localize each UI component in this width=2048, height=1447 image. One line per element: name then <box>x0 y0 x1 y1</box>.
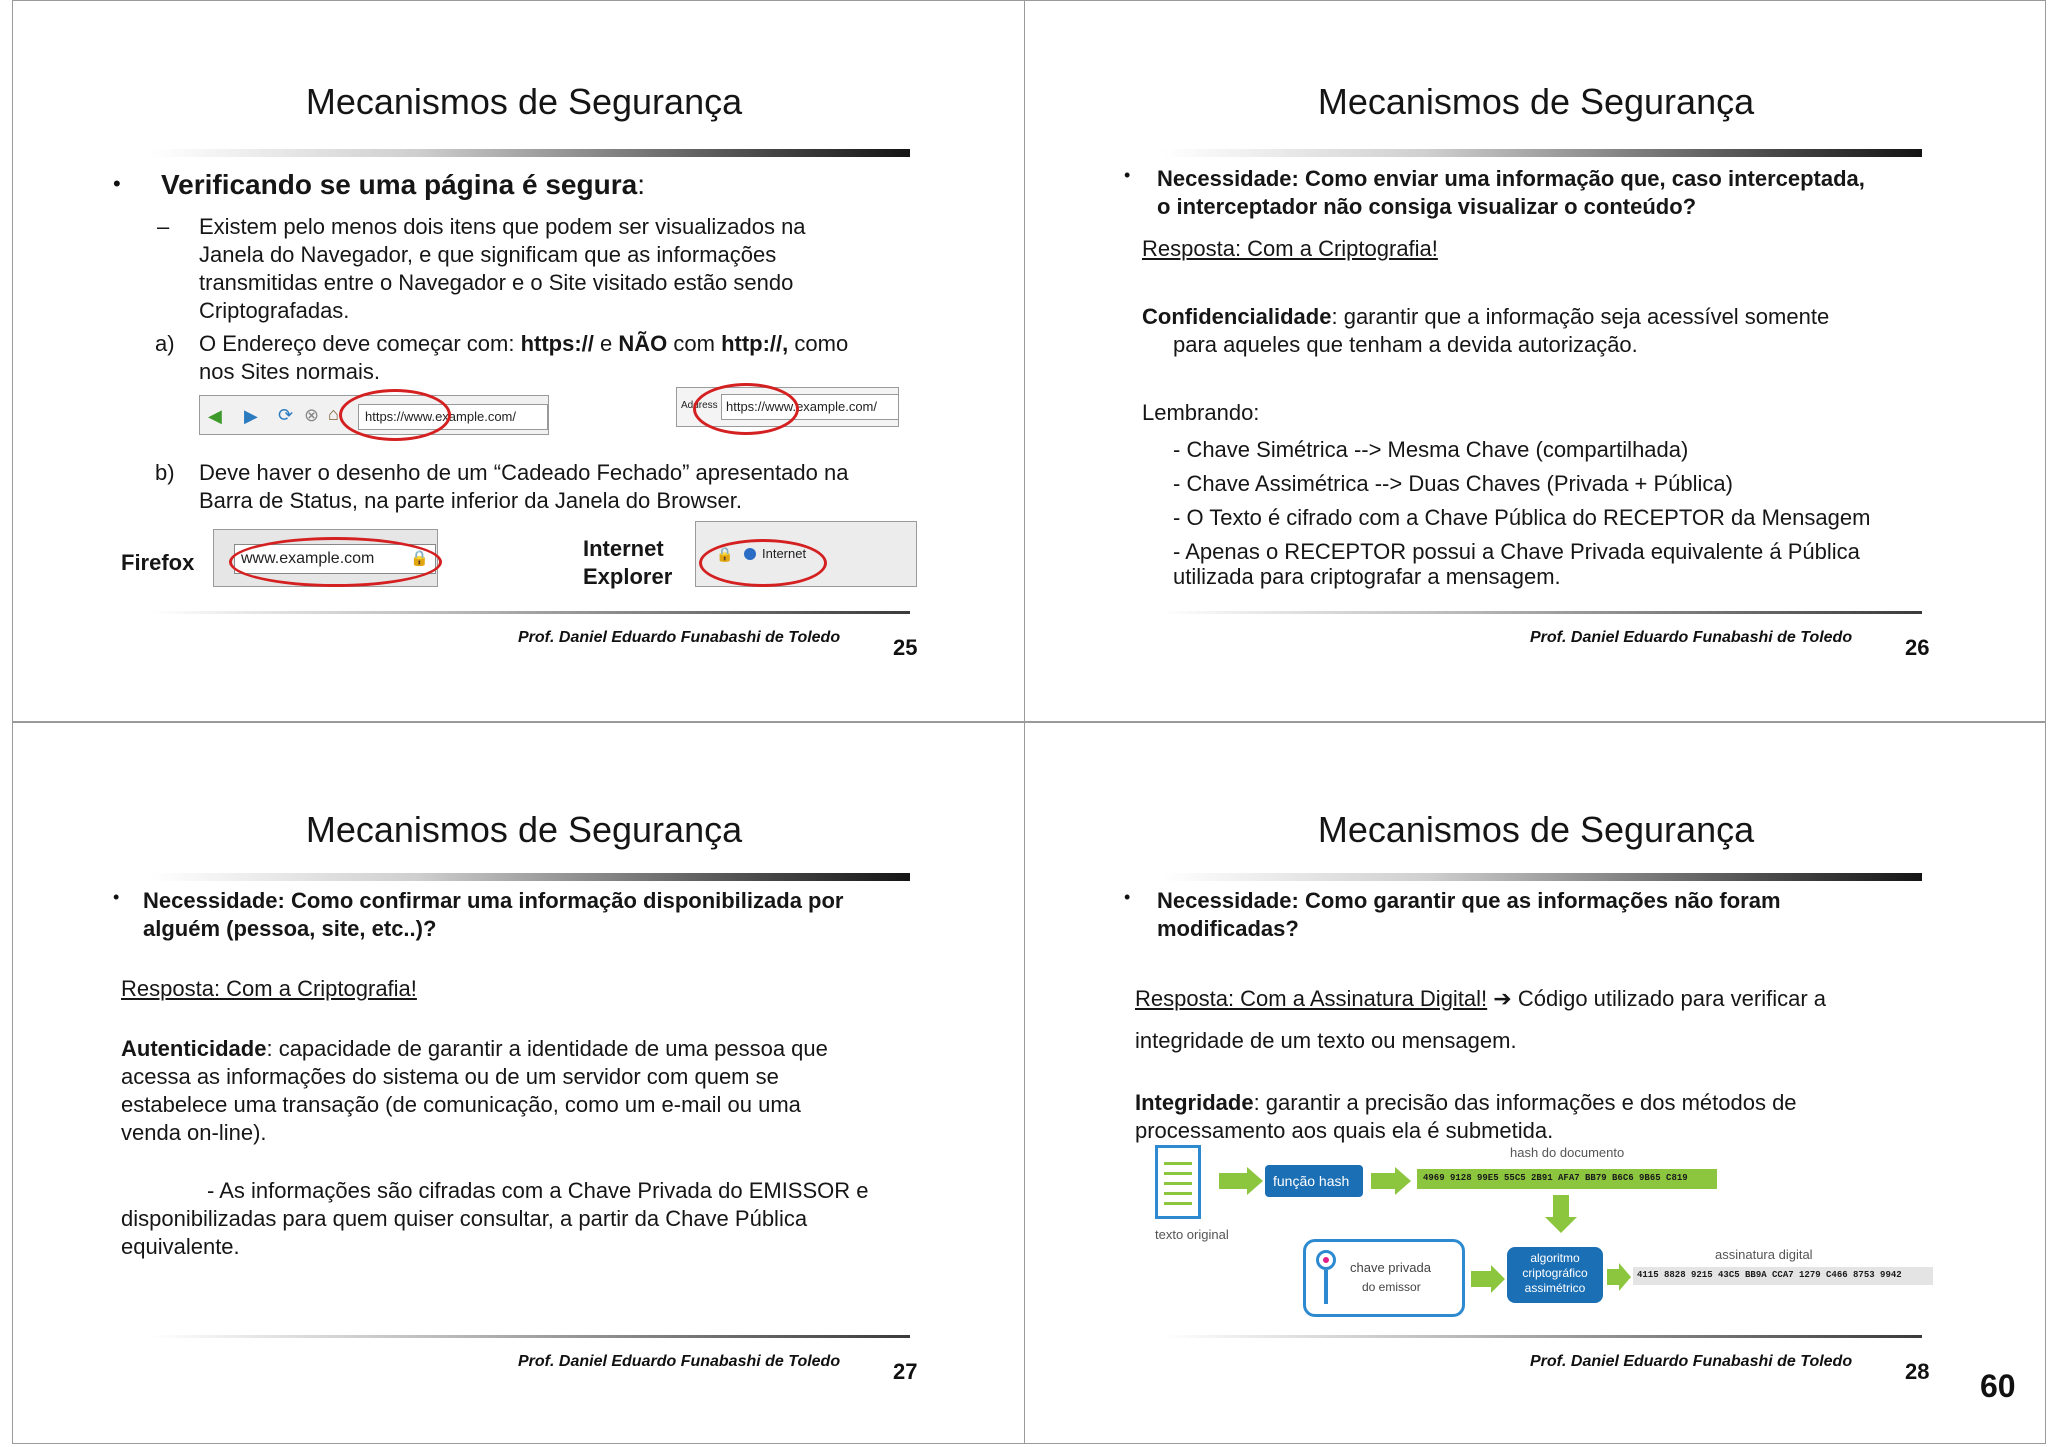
aut-line: : capacidade de garantir a identidade de uma pessoa que <box>266 1036 828 1061</box>
arrow-head-icon <box>1395 1167 1411 1195</box>
answer-rest: Código utilizado para verificar a <box>1517 986 1827 1011</box>
stop-icon: ⊗ <box>304 405 320 425</box>
address-label: Address <box>681 400 718 411</box>
question-line: Necessidade: Como garantir que as informações não foram <box>1157 888 1781 913</box>
question <box>1157 165 1865 221</box>
heading <box>161 167 645 203</box>
ie-label-line: Explorer <box>583 564 673 589</box>
slide-28 <box>1024 722 2046 1444</box>
footer-rule <box>1162 1335 1922 1338</box>
question-line: Necessidade: Como confirmar uma informação disponibilizada por <box>143 888 844 913</box>
arrow-head-icon <box>1545 1217 1577 1233</box>
item-b-label: b) <box>155 460 175 485</box>
footer-rule <box>150 1335 910 1338</box>
key-shaft <box>1324 1270 1328 1304</box>
red-highlight-ring <box>699 539 827 587</box>
para-line: Janela do Navegador, e que significam que as informações <box>199 242 777 267</box>
bullet-dot: • <box>113 171 121 196</box>
lock-icon: 🔒 <box>410 550 429 567</box>
question-line: o interceptador não consiga visualizar o conteúdo? <box>1157 194 1697 219</box>
arrow-icon <box>1471 1271 1493 1287</box>
info-line: equivalente. <box>121 1234 240 1259</box>
footer-author: Prof. Daniel Eduardo Funabashi de Toledo <box>518 629 841 646</box>
title-rule <box>150 873 910 881</box>
algo-line: assimétrico <box>1524 1281 1586 1295</box>
heading-colon: : <box>637 169 645 200</box>
ie-status-text: Internet <box>762 546 807 561</box>
arrow-head-icon <box>1247 1167 1263 1195</box>
conf-text: : garantir que a informação seja acessível somente <box>1331 304 1830 329</box>
para-line: Criptografadas. <box>199 298 350 323</box>
slide-title: Mecanismos de Segurança <box>1317 809 1755 850</box>
bullet-dot: • <box>113 887 120 907</box>
para-block <box>199 213 806 325</box>
slide-number: 26 <box>1905 635 1930 660</box>
title-rule <box>150 149 910 157</box>
back-arrow-icon: ◀ <box>208 406 222 426</box>
slide-number: 27 <box>893 1359 918 1384</box>
b-line1: Deve haver o desenho de um “Cadeado Fechado” apresentado na <box>199 460 849 485</box>
assinatura-value-box <box>1633 1267 1933 1285</box>
footer-author: Prof. Daniel Eduardo Funabashi de Toledo <box>1530 1353 1853 1370</box>
slide-title: Mecanismos de Segurança <box>305 809 743 850</box>
red-highlight-ring <box>229 537 442 587</box>
chave-privada-label: chave privada <box>1350 1260 1431 1275</box>
aut-line: acessa as informações do sistema ou de um servidor com quem se <box>121 1064 779 1089</box>
answer: Resposta: Com a Criptografia! <box>1142 236 1438 261</box>
texto-original-label: texto original <box>1155 1227 1229 1242</box>
url-text: https://www.example.com/ <box>726 399 877 414</box>
title-rule <box>1162 149 1922 157</box>
integridade <box>1135 1089 1797 1145</box>
footer-rule <box>150 611 910 614</box>
footer-author: Prof. Daniel Eduardo Funabashi de Toledo <box>1530 629 1853 646</box>
heading-text: Verificando se uma página é segura <box>161 169 638 200</box>
arrow-head-icon <box>1491 1265 1505 1293</box>
answer-line2: integridade de um texto ou mensagem. <box>1135 1028 1517 1053</box>
signature-diagram <box>1135 1143 1955 1329</box>
key-list <box>1173 433 1870 569</box>
lembrando: Lembrando: <box>1142 400 1260 425</box>
bullet-dot: • <box>1124 887 1131 907</box>
url-text: https://www.example.com/ <box>365 409 516 424</box>
footer-rule <box>1162 611 1922 614</box>
int-text: : garantir a precisão das informações e dos métodos de <box>1253 1090 1797 1115</box>
footer-author: Prof. Daniel Eduardo Funabashi de Toledo <box>518 1353 841 1370</box>
answer: Resposta: Com a Criptografia! <box>121 976 417 1001</box>
a-http: http://, <box>721 331 789 356</box>
lock-icon: 🔒 <box>716 546 734 562</box>
item-a-label: a) <box>155 331 175 356</box>
question-line: Necessidade: Como enviar uma informação que, caso interceptada, <box>1157 166 1865 191</box>
chave-privada-box <box>1303 1239 1465 1317</box>
hash-value: 4969 9128 99E5 55C5 2B91 AFA7 BB79 B6C6 9B65 C819 <box>1423 1173 1688 1183</box>
hash-value-box <box>1417 1169 1717 1189</box>
b-line2: Barra de Status, na parte inferior da Janela do Browser. <box>199 488 742 513</box>
a-pre: O Endereço deve começar com: <box>199 331 521 356</box>
algoritmo-box <box>1507 1247 1603 1303</box>
slide-title: Mecanismos de Segurança <box>1317 81 1755 122</box>
item-a <box>199 330 848 386</box>
funcao-hash-label: função hash <box>1273 1173 1350 1189</box>
status-url: www.example.com <box>241 550 375 567</box>
key-icon <box>1316 1250 1336 1270</box>
int-label: Integridade <box>1135 1090 1254 1115</box>
slide-26 <box>1024 0 2046 722</box>
red-highlight-ring <box>693 383 799 435</box>
slide-title: Mecanismos de Segurança <box>305 81 743 122</box>
answer <box>1135 985 1826 1013</box>
aut-line: venda on-line). <box>121 1120 267 1145</box>
forward-arrow-icon: ▶ <box>244 406 258 426</box>
dash-marker: – <box>157 214 170 239</box>
list-item-continued: utilizada para criptografar a mensagem. <box>1173 564 1561 589</box>
list-item: - O Texto é cifrado com a Chave Pública do RECEPTOR da Mensagem <box>1173 505 1871 530</box>
aut-line: estabelece uma transação (de comunicação, como um e-mail ou uma <box>121 1092 801 1117</box>
assinatura-label: assinatura digital <box>1715 1247 1813 1262</box>
red-highlight-ring <box>339 389 451 441</box>
para-line: transmitidas entre o Navegador e o Site visitado estão sendo <box>199 270 794 295</box>
info-line: disponibilizadas para quem quiser consultar, a partir da Chave Pública <box>121 1206 808 1231</box>
reload-icon: ⟳ <box>278 405 294 425</box>
assinatura-value: 4115 8828 9215 43C5 BB9A CCA7 1279 C466 8753 9942 <box>1637 1270 1902 1280</box>
hash-doc-label: hash do documento <box>1510 1145 1625 1160</box>
question-line: alguém (pessoa, site, etc..)? <box>143 916 437 941</box>
arrow-icon: ➔ <box>1487 986 1518 1011</box>
info-block <box>121 1177 869 1261</box>
question <box>143 887 843 943</box>
arrow-icon <box>1219 1173 1249 1189</box>
list-item: - Apenas o RECEPTOR possui a Chave Privada equivalente á Pública <box>1173 539 1860 564</box>
algo-line: criptográfico <box>1522 1266 1588 1280</box>
firefox-label: Firefox <box>121 550 195 575</box>
title-rule <box>1162 873 1922 881</box>
document-icon <box>1155 1145 1201 1219</box>
conf-label: Confidencialidade <box>1142 304 1332 329</box>
confidencialidade <box>1142 303 1829 359</box>
slide-27 <box>12 722 1034 1444</box>
ie-label <box>583 535 672 591</box>
a-com: com <box>667 331 722 356</box>
arrow-icon <box>1553 1195 1569 1219</box>
answer-text: Resposta: Com a Assinatura Digital! <box>1135 986 1488 1011</box>
slide-number: 25 <box>893 635 918 660</box>
int-text2: processamento aos quais ela é submetida. <box>1135 1118 1554 1143</box>
slide-25 <box>12 0 1034 722</box>
item-b <box>199 459 848 515</box>
slide-number: 28 <box>1905 1359 1930 1384</box>
arrow-head-icon <box>1619 1263 1631 1291</box>
arrow-icon <box>1371 1173 1397 1189</box>
list-item: - Chave Assimétrica --> Duas Chaves (Privada + Pública) <box>1173 471 1733 496</box>
para-line: Existem pelo menos dois itens que podem ser visualizados na <box>199 214 806 239</box>
chave-privada-label2: do emissor <box>1362 1280 1421 1294</box>
autenticidade <box>121 1035 828 1147</box>
question-line: modificadas? <box>1157 916 1299 941</box>
algo-line: algoritmo <box>1530 1251 1580 1265</box>
aut-label: Autenticidade <box>121 1036 267 1061</box>
a-line2: nos Sites normais. <box>199 359 380 384</box>
a-nao: NÃO <box>618 331 668 356</box>
funcao-hash-box <box>1265 1165 1363 1197</box>
a-post: como <box>788 331 849 356</box>
bullet-dot: • <box>1124 165 1131 185</box>
a-mid: e <box>593 331 619 356</box>
question <box>1157 887 1781 943</box>
list-item: - Chave Simétrica --> Mesma Chave (compartilhada) <box>1173 437 1689 462</box>
conf-text2: para aqueles que tenham a devida autorização. <box>1173 332 1638 357</box>
home-icon: ⌂ <box>328 404 339 424</box>
page-number: 60 <box>1980 1368 2016 1404</box>
ie-label-line: Internet <box>583 536 664 561</box>
a-https: https:// <box>520 331 594 356</box>
info-line: - As informações são cifradas com a Chave Privada do EMISSOR e <box>207 1178 869 1203</box>
